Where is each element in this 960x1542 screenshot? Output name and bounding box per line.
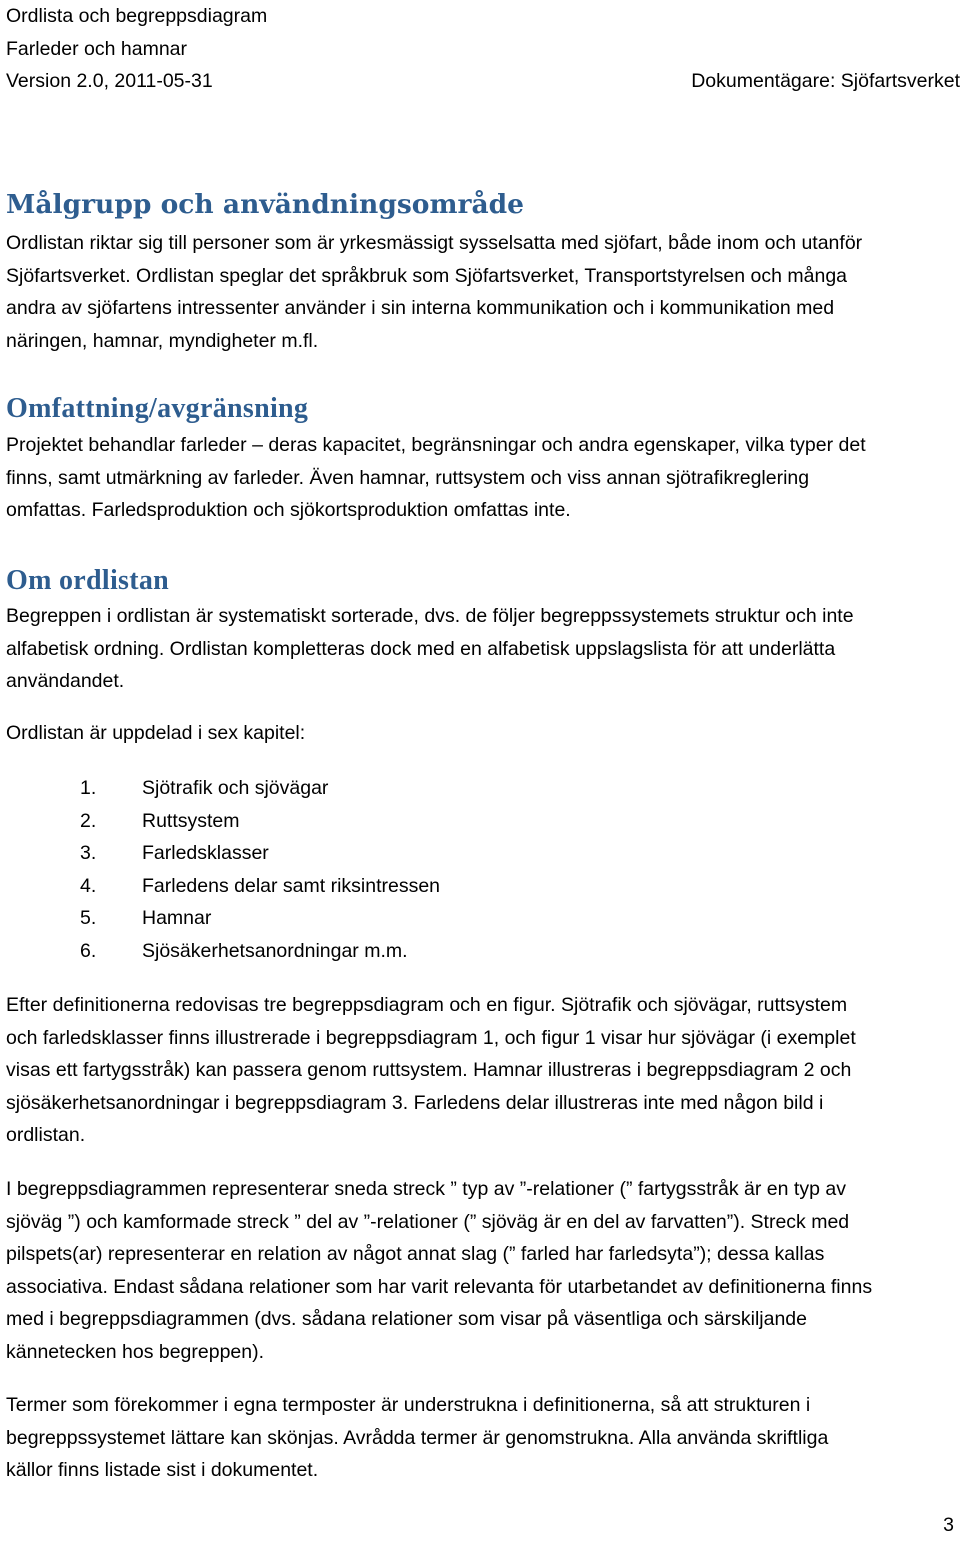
list-text: Farledens delar samt riksintressen <box>142 874 441 897</box>
paragraph-malgrupp <box>6 227 956 357</box>
list-text: Sjötrafik och sjövägar <box>142 777 329 799</box>
text-line: sjöväg ”) och kamformade streck ” del av ”-relationer (” sjöväg är en del av farvatten”). Streck med <box>6 1210 850 1233</box>
list-text: Ruttsystem <box>142 809 240 832</box>
list-item <box>80 870 440 903</box>
list-item <box>80 935 440 968</box>
text-line: Begreppen i ordlistan är systematiskt sorterade, dvs. de följer begreppssystemets struktur och inte <box>6 605 854 627</box>
text-line: Ordlistan riktar sig till personer som är yrkesmässigt sysselsatta med sjöfart, både inom och utanför <box>6 232 863 254</box>
chapters-intro <box>6 717 956 750</box>
document-version: Version 2.0, 2011-05-31 <box>6 70 213 92</box>
list-text: Sjösäkerhetsanordningar m.m. <box>142 939 408 962</box>
page-number: 3 <box>943 1514 954 1536</box>
text-line: näringen, hamnar, myndigheter m.fl. <box>6 329 319 352</box>
text-line: Projektet behandlar farleder – deras kapacitet, begränsningar och andra egenskaper, vilka typer det <box>6 434 866 456</box>
paragraph-omfattning <box>6 429 956 527</box>
heading-om-ordlistan: Om ordlistan <box>6 565 170 596</box>
text-line: Sjöfartsverket. Ordlistan speglar det språkbruk som Sjöfartsverket, Transportstyrelsen och många <box>6 264 848 287</box>
list-text: Farledsklasser <box>142 842 269 864</box>
text-line: I begreppsdiagrammen representerar sneda streck ” typ av ”-relationer (” fartygsstråk är en typ av <box>6 1178 846 1200</box>
list-number: 5. <box>80 907 97 929</box>
list-item <box>80 837 440 870</box>
heading-omfattning: Omfattning/avgränsning <box>6 393 309 424</box>
text-line: pilspets(ar) representerar en relation av något annat slag (” farled har farledsyta”); dessa kallas <box>6 1243 825 1265</box>
paragraph-diagrams <box>6 1173 956 1368</box>
text-line: alfabetisk ordning. Ordlistan kompletteras dock med en alfabetisk uppslagslista för att underlätta <box>6 637 836 660</box>
paragraph-terms <box>6 1389 956 1487</box>
text-line: Termer som förekommer i egna termposter är understrukna i definitionerna, så att strukturen i <box>6 1394 811 1416</box>
list-number: 6. <box>80 939 97 962</box>
text-line: användandet. <box>6 670 125 692</box>
text-line: visas ett fartygsstråk) kan passera genom ruttsystem. Hamnar illustreras i begreppsdiagram 2 och <box>6 1059 852 1081</box>
list-item <box>80 902 440 935</box>
text-line: andra av sjöfartens intressenter använder i sin interna kommunikation och i kommunikation med <box>6 297 835 319</box>
text-line: kännetecken hos begreppen). <box>6 1340 265 1363</box>
text-line: ordlistan. <box>6 1124 86 1146</box>
heading-malgrupp: Målgrupp och användningsområde <box>6 189 525 220</box>
text-line: och farledsklasser finns illustrerade i begreppsdiagram 1, och figur 1 visar hur sjövägar (i exemplet <box>6 1026 856 1049</box>
text-line: finns, samt utmärkning av farleder. Även hamnar, ruttsystem och viss annan sjötrafikreglering <box>6 466 810 489</box>
list-text: Hamnar <box>142 907 212 929</box>
document-subtitle: Farleder och hamnar <box>6 37 188 60</box>
document-owner: Dokumentägare: Sjöfartsverket <box>691 70 960 92</box>
text-line: sjösäkerhetsanordningar i begreppsdiagram 3. Farledens delar illustreras inte med någon bild i <box>6 1091 824 1114</box>
text-line: med i begreppsdiagrammen (dvs. sådana relationer som visar på väsentliga och särskiljande <box>6 1308 807 1330</box>
list-item <box>80 772 440 805</box>
text-line: källor finns listade sist i dokumentet. <box>6 1459 319 1481</box>
text-line: Ordlistan är uppdelad i sex kapitel: <box>6 722 306 744</box>
chapter-list <box>80 772 440 967</box>
text-line: begreppssystemet lättare kan skönjas. Avrådda termer är genomstrukna. Alla använda skriftliga <box>6 1426 829 1449</box>
text-line: Efter definitionerna redovisas tre begreppsdiagram och en figur. Sjötrafik och sjövägar, ruttsystem <box>6 994 848 1016</box>
list-number: 2. <box>80 809 97 832</box>
list-number: 1. <box>80 777 97 799</box>
text-line: associativa. Endast sådana relationer som har varit relevanta för utarbetandet av definitionerna finns <box>6 1275 873 1298</box>
paragraph-om-ordlistan <box>6 600 956 698</box>
page-header <box>6 0 960 98</box>
paragraph-definitions <box>6 989 956 1152</box>
document-title: Ordlista och begreppsdiagram <box>6 5 268 27</box>
text-line: omfattas. Farledsproduktion och sjökortsproduktion omfattas inte. <box>6 499 571 521</box>
list-item <box>80 805 440 838</box>
list-number: 3. <box>80 842 97 864</box>
list-number: 4. <box>80 874 97 897</box>
